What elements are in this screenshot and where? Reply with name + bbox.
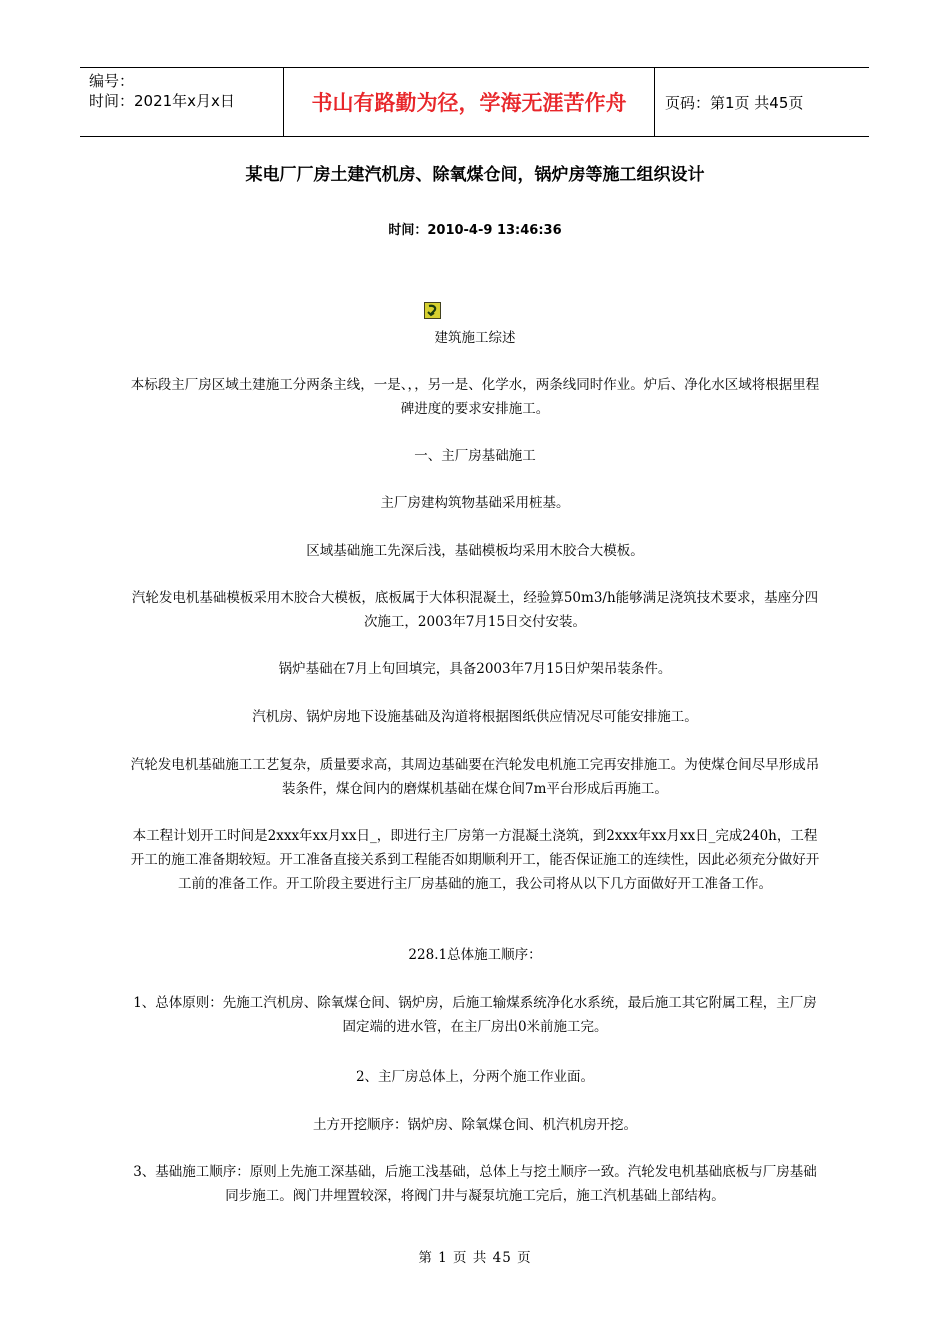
header-meta <box>80 68 283 136</box>
document-header <box>80 67 869 137</box>
paragraph: 本工程计划开工时间是2xxx年xx月xx日_，即进行主厂房第一方混凝土浇筑，到2xxx年xx月xx日_完成240h，工程开工的施工准备期较短。开工准备直接关系到工程能否如期顺利开工，能否保证施工的连续性，因此必须充分做好开工前的准备工作。开工阶段主要进行主厂房基础的施工，我公司将从以下几方面做好开工准备工作。 <box>130 828 820 892</box>
paragraph: 3、基础施工顺序：原则上先施工深基础，后施工浅基础，总体上与挖土顺序一致。汽轮发电机基础底板与厂房基础同步施工。阀门井埋置较深，将阀门井与凝泵坑施工完后，施工汽机基础上部结构。 <box>133 1164 817 1204</box>
paragraph: 区域基础施工先深后浅，基础模板均采用木胶合大模板。 <box>306 543 644 559</box>
paragraph: 2、主厂房总体上，分两个施工作业面。 <box>355 1069 595 1085</box>
section-heading: 一、主厂房基础施工 <box>414 448 536 464</box>
paragraph: 汽机房、锅炉房地下设施基础及沟道将根据图纸供应情况尽可能安排施工。 <box>252 709 698 725</box>
paragraph: 土方开挖顺序：锅炉房、除氧煤仓间、机汽机房开挖。 <box>313 1117 637 1133</box>
section-heading: 228.1总体施工顺序： <box>408 947 542 963</box>
document-timestamp: 时间：2010-4-9 13:46:36 <box>388 223 562 238</box>
header-motto: 书山有路勤为径，学海无涯苦作舟 <box>283 68 655 136</box>
paragraph: 本标段主厂房区域土建施工分两条主线，一是、，，另一是、化学水，两条线同时作业。炉后、净化水区域将根据里程碑进度的要求安排施工。 <box>130 377 820 417</box>
page-footer: 第 1 页 共 45 页 <box>418 1250 532 1266</box>
date-line: 时间：2021年x月x日 <box>89 92 235 110</box>
hook-arrow-icon <box>424 302 441 319</box>
paragraph: 锅炉基础在7月上旬回填完，具备2003年7月15日炉架吊装条件。 <box>278 661 672 677</box>
document-title: 某电厂厂房土建汽机房、除氧煤仓间，锅炉房等施工组织设计 <box>245 165 705 185</box>
paragraph: 主厂房建构筑物基础采用桩基。 <box>380 495 570 511</box>
paragraph: 1、总体原则：先施工汽机房、除氧煤仓间、锅炉房，后施工输煤系统净化水系统，最后施工其它附属工程，主厂房固定端的进水管，在主厂房出0米前施工完。 <box>133 995 817 1035</box>
header-page-info: 页码：第1页 共45页 <box>665 93 804 112</box>
paragraph: 汽轮发电机基础模板采用木胶合大模板，底板属于大体积混凝土，经验算50m3/h能够满足浇筑技术要求，基座分四次施工，2003年7月15日交付安装。 <box>131 590 819 630</box>
paragraph: 汽轮发电机基础施工工艺复杂，质量要求高，其周边基础要在汽轮发电机施工完再安排施工。为使煤仓间尽早形成吊装条件，煤仓间内的磨煤机基础在煤仓间7m平台形成后再施工。 <box>130 757 820 797</box>
number-label: 编号： <box>89 72 135 90</box>
section-heading: 建筑施工综述 <box>434 330 516 346</box>
